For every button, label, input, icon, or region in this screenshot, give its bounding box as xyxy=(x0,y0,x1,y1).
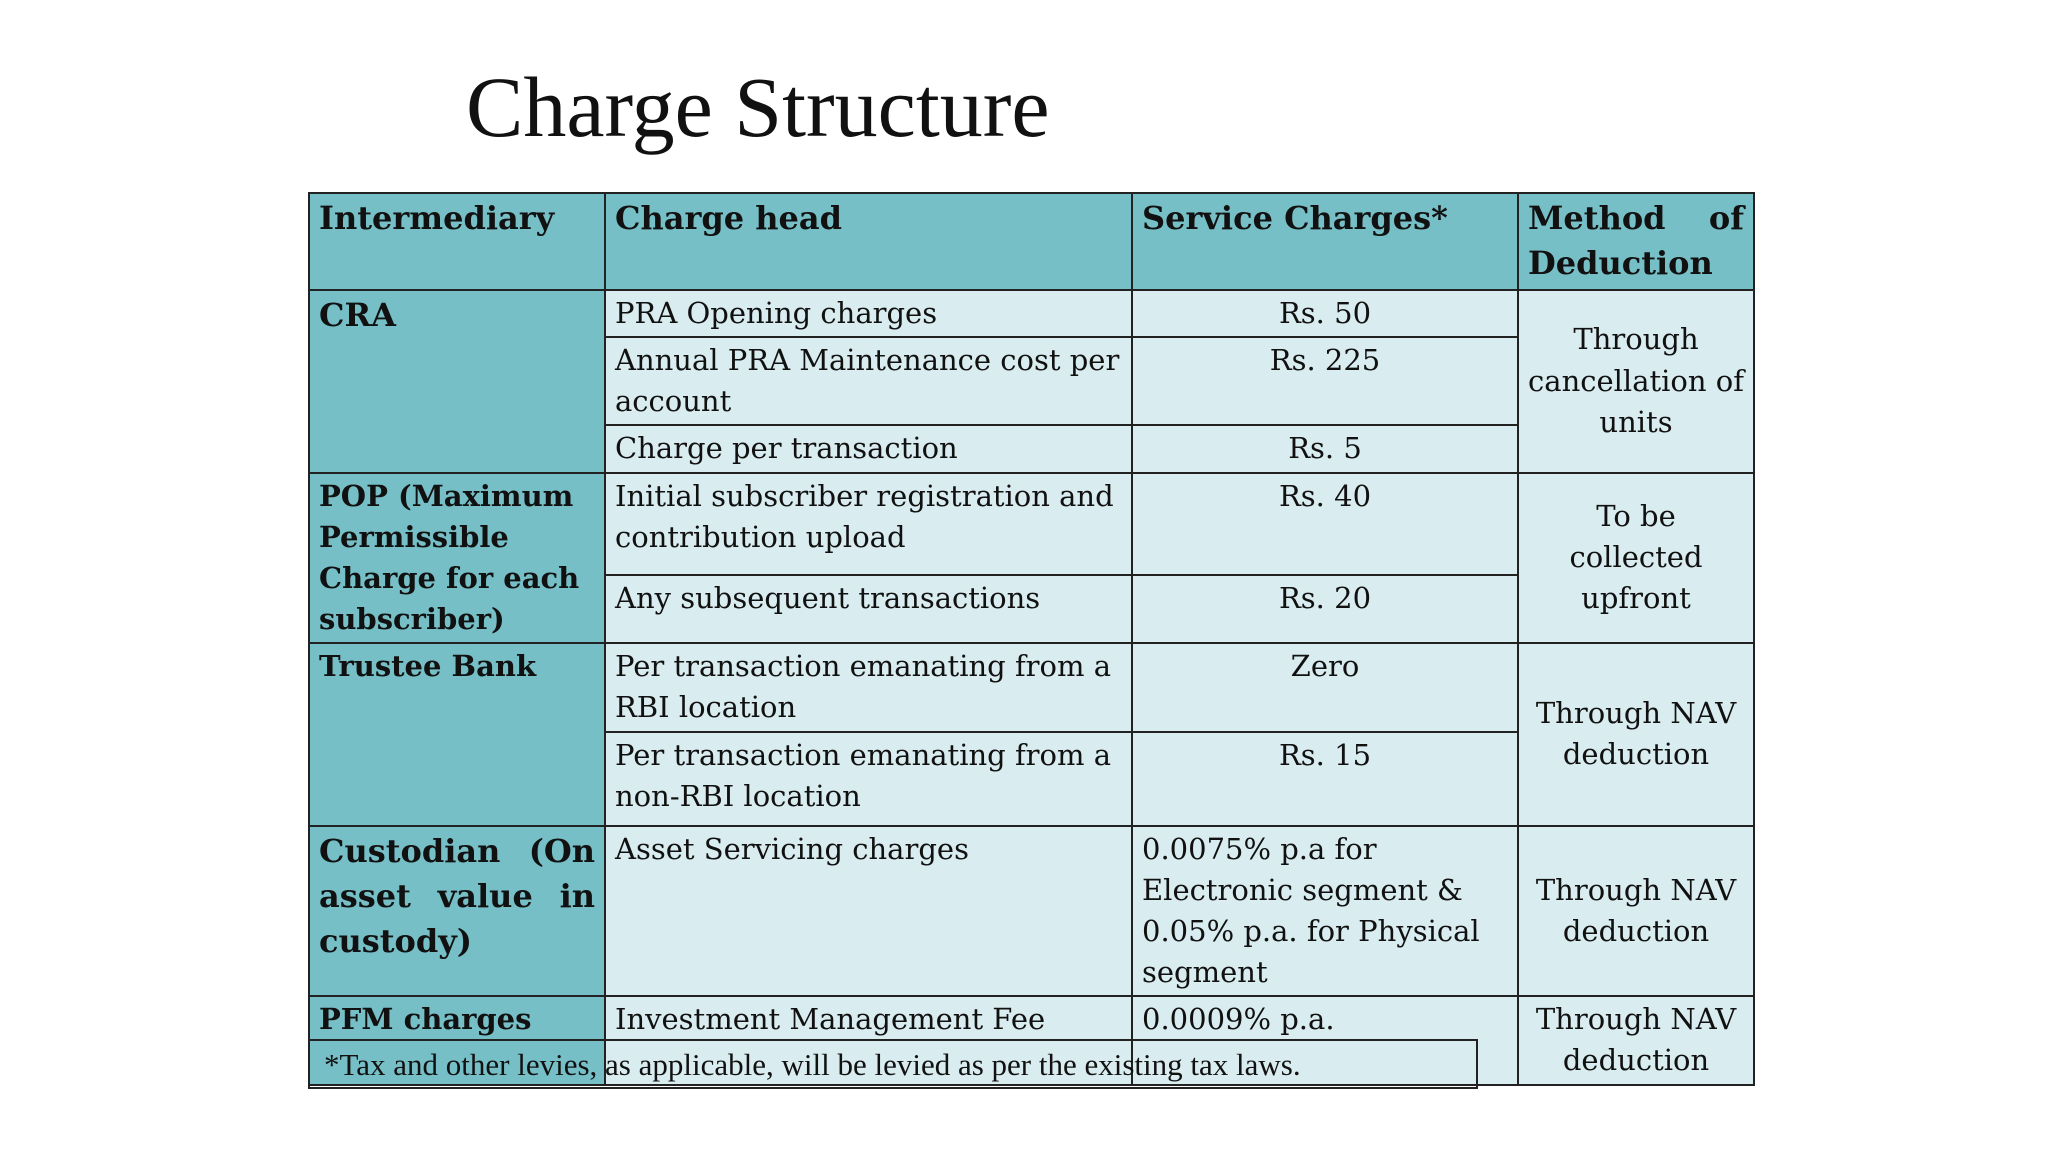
table-row xyxy=(309,643,1754,731)
service-charge-cell: Rs. 40 xyxy=(1132,473,1518,575)
header-method-of-deduction: Method of Deduction xyxy=(1518,193,1754,290)
charge-head-cell: Per transaction emanating from a RBI location xyxy=(605,643,1132,731)
service-charge-cell: Rs. 20 xyxy=(1132,575,1518,643)
intermediary-pop: POP (Maximum Permissible Charge for each subscriber) xyxy=(309,473,605,644)
charge-head-cell: Asset Servicing charges xyxy=(605,826,1132,997)
charge-head-cell: Any subsequent transactions xyxy=(605,575,1132,643)
table-row xyxy=(309,290,1754,337)
table-row xyxy=(309,473,1754,575)
service-charge-cell: 0.0009% p.a. xyxy=(1132,996,1518,1084)
page-title: Charge Structure xyxy=(466,59,1050,155)
charge-head-cell: Initial subscriber registration and contribution upload xyxy=(605,473,1132,575)
intermediary-pfm: PFM charges xyxy=(309,996,605,1084)
service-charge-cell: Rs. 5 xyxy=(1132,425,1518,472)
service-charge-cell: Zero xyxy=(1132,643,1518,731)
method-cra: Through cancellation of units xyxy=(1518,290,1754,473)
header-intermediary: Intermediary xyxy=(309,193,605,290)
intermediary-cra: CRA xyxy=(309,290,605,473)
charge-head-cell: Investment Management Fee xyxy=(605,996,1132,1084)
method-pop: To be collected upfront xyxy=(1518,473,1754,644)
service-charge-cell: 0.0075% p.a for Electronic segment & 0.05% p.a. for Physical segment xyxy=(1132,826,1518,997)
service-charge-cell: Rs. 15 xyxy=(1132,732,1518,826)
header-charge-head: Charge head xyxy=(605,193,1132,290)
service-charge-cell: Rs. 50 xyxy=(1132,290,1518,337)
charge-structure-table xyxy=(308,192,1755,1086)
tax-footnote: *Tax and other levies, as applicable, will be levied as per the existing tax laws. xyxy=(308,1039,1478,1089)
method-custodian: Through NAV deduction xyxy=(1518,826,1754,997)
header-service-charges: Service Charges* xyxy=(1132,193,1518,290)
service-charge-cell: Rs. 225 xyxy=(1132,337,1518,425)
charge-head-cell: Charge per transaction xyxy=(605,425,1132,472)
charge-head-cell: Per transaction emanating from a non-RBI location xyxy=(605,732,1132,826)
method-pfm: Through NAV deduction xyxy=(1518,996,1754,1084)
method-trustee-bank: Through NAV deduction xyxy=(1518,643,1754,825)
table-header-row xyxy=(309,193,1754,290)
intermediary-trustee-bank: Trustee Bank xyxy=(309,643,605,825)
charge-head-cell: PRA Opening charges xyxy=(605,290,1132,337)
intermediary-custodian: Custodian (On asset value in custody) xyxy=(309,826,605,997)
table-row xyxy=(309,826,1754,997)
charge-head-cell: Annual PRA Maintenance cost per account xyxy=(605,337,1132,425)
